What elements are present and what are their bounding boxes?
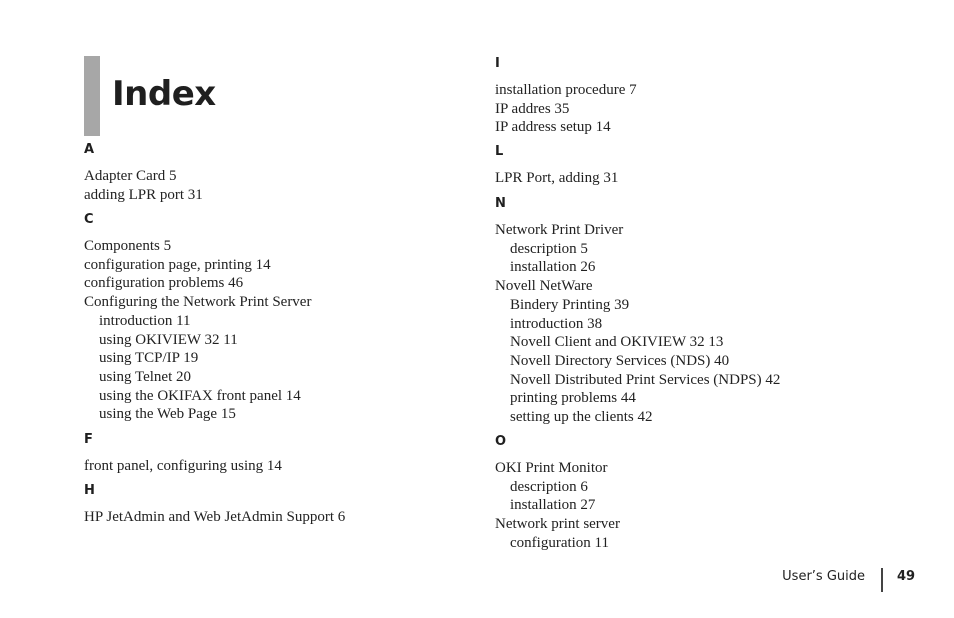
index-entry: LPR Port, adding 31	[495, 170, 619, 186]
index-entry: IP addres 35	[495, 100, 570, 117]
section-letter: O	[495, 434, 507, 449]
index-subentry: configuration 11	[510, 534, 610, 551]
section-letter: C	[84, 212, 94, 227]
index-subentry: Novell Client and OKIVIEW 32 13	[510, 334, 724, 351]
index-entry: Network print server	[495, 516, 620, 533]
index-subentry: description 5	[510, 240, 588, 257]
section-letter: H	[84, 483, 95, 498]
index-entry: Network Print Driver	[495, 222, 624, 238]
index-subentry: installation 26	[510, 259, 596, 276]
footer-guide-label: User’s Guide	[782, 569, 865, 584]
index-entry: Adapter Card 5	[84, 168, 177, 184]
title-accent-bar	[84, 56, 100, 136]
index-entry: IP address setup 14	[495, 119, 611, 136]
index-section-o	[495, 434, 915, 553]
page-title: Index	[112, 74, 216, 114]
section-letter: I	[495, 56, 500, 71]
index-section-i	[495, 56, 915, 137]
index-subentry: introduction 38	[510, 315, 603, 332]
index-section-c	[84, 212, 504, 424]
section-letter: L	[495, 144, 504, 159]
index-subentry: installation 27	[510, 497, 596, 514]
section-letter: N	[495, 196, 506, 211]
index-entry: Configuring the Network Print Server	[84, 294, 312, 311]
index-entry: OKI Print Monitor	[495, 460, 608, 476]
index-subentry: introduction 11	[99, 312, 191, 329]
index-subentry: using the Web Page 15	[99, 406, 236, 423]
index-entry: adding LPR port 31	[84, 186, 203, 203]
index-subentry: setting up the clients 42	[510, 409, 653, 426]
page-number: 49	[897, 569, 916, 584]
index-entry: front panel, configuring using 14	[84, 458, 282, 474]
section-letter: A	[84, 142, 95, 157]
page-footer	[0, 568, 954, 592]
index-entry: configuration problems 46	[84, 275, 244, 292]
index-subentry: using Telnet 20	[99, 368, 191, 385]
index-subentry: using OKIVIEW 32 11	[99, 331, 238, 348]
index-section-n	[495, 196, 915, 427]
index-entry: Components 5	[84, 238, 172, 254]
index-section-l	[495, 144, 915, 188]
index-subentry: printing problems 44	[510, 390, 636, 407]
index-entry: configuration page, printing 14	[84, 256, 271, 273]
index-subentry: Novell Directory Services (NDS) 40	[510, 352, 730, 369]
index-entry: Novell NetWare	[495, 278, 593, 295]
index-subentry: Bindery Printing 39	[510, 296, 630, 313]
index-entry: HP JetAdmin and Web JetAdmin Support 6	[84, 509, 346, 525]
index-subentry: using TCP/IP 19	[99, 350, 199, 367]
index-subentry: using the OKIFAX front panel 14	[99, 387, 301, 404]
footer-divider	[881, 568, 883, 592]
index-section-h	[84, 483, 504, 527]
index-subentry: description 6	[510, 478, 588, 495]
section-letter: F	[84, 432, 93, 447]
index-subentry: Novell Distributed Print Services (NDPS) 42	[510, 371, 781, 388]
index-section-f	[84, 432, 504, 476]
index-entry: installation procedure 7	[495, 82, 637, 98]
index-section-a	[84, 142, 504, 204]
